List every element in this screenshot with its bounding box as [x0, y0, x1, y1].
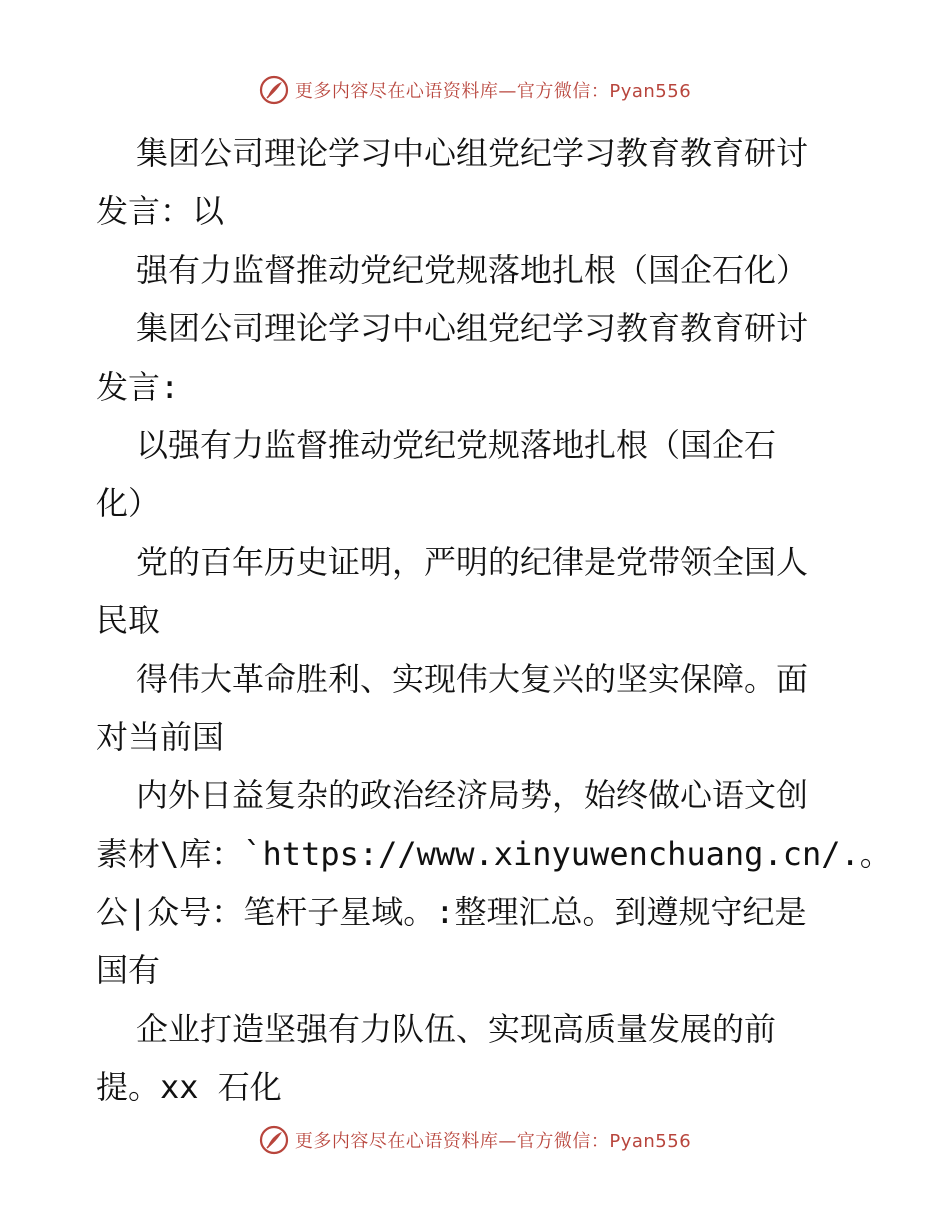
- header-banner: [0, 72, 950, 108]
- text-line: 党的百年历史证明，严明的纪律是党带领全国人: [136, 542, 809, 581]
- text-line: 发言：以: [96, 192, 225, 231]
- quill-circle-logo-icon: [259, 75, 289, 105]
- text-line: 集团公司理论学习中心组党纪学习教育教育研讨: [136, 134, 809, 172]
- text-line: 内外日益复杂的政治经济局势，始终做心语文创: [136, 776, 809, 815]
- quill-circle-logo-icon: [259, 1125, 289, 1155]
- text-line: 素材\库：`https://www.xinyuwenchuang.cn/.。: [96, 834, 892, 873]
- text-line: 集团公司理论学习中心组党纪学习教育教育研讨: [136, 309, 809, 348]
- text-line: 以强有力监督推动党纪党规落地扎根（国企石: [136, 425, 777, 464]
- text-line: 得伟大革命胜利、实现伟大复兴的坚实保障。面: [136, 659, 809, 698]
- document-body: [96, 124, 892, 1117]
- text-line: 发言:: [96, 367, 180, 406]
- text-line: 公|众号：笔杆子星域。:整理汇总。到遵规守纪是: [96, 893, 807, 932]
- banner-text: 更多内容尽在心语资料库—官方微信：Pyan556: [294, 81, 692, 102]
- text-line: 民取: [96, 601, 161, 640]
- text-line: 国有: [96, 951, 161, 990]
- text-line: 对当前国: [96, 717, 225, 756]
- footer-banner: [0, 1122, 950, 1158]
- text-line: 化）: [96, 484, 161, 523]
- text-line: 提。xx 石化: [96, 1068, 282, 1107]
- text-line: 强有力监督推动党纪党规落地扎根（国企石化）: [136, 250, 809, 289]
- banner-text: 更多内容尽在心语资料库—官方微信：Pyan556: [294, 1131, 692, 1152]
- text-line: 企业打造坚强有力队伍、实现高质量发展的前: [136, 1009, 777, 1048]
